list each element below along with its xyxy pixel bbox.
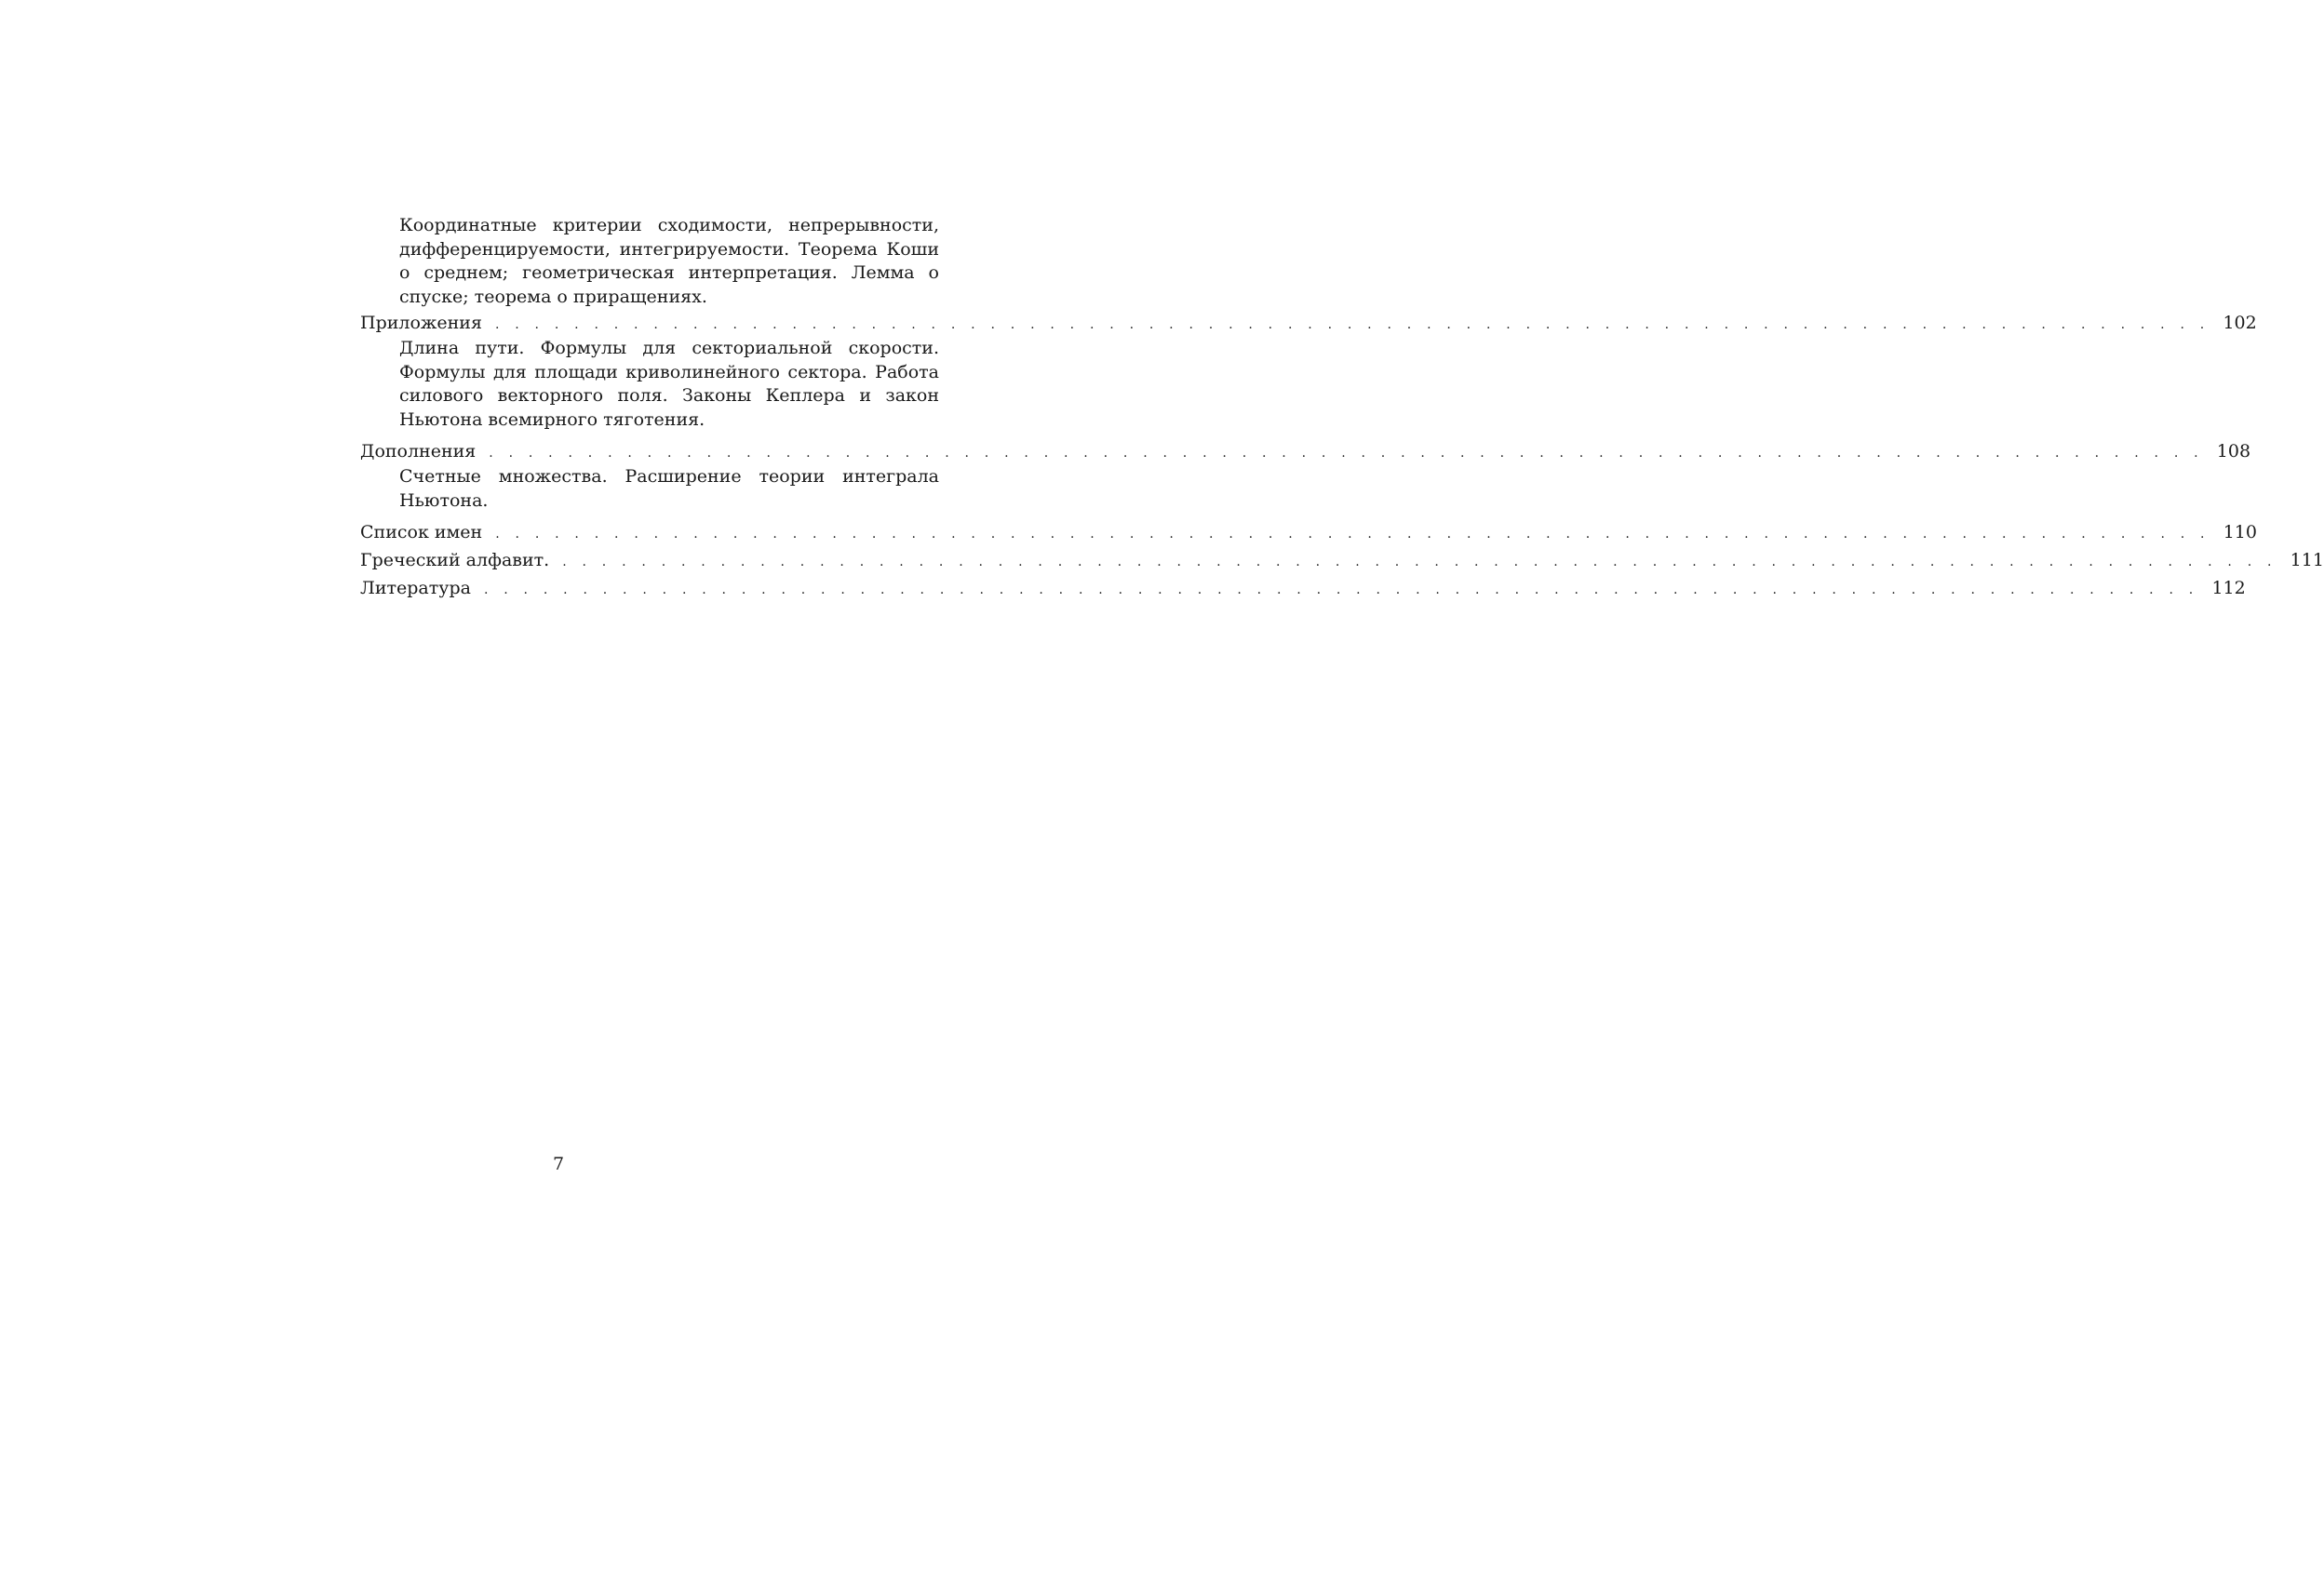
toc-entry-title: Приложения bbox=[360, 313, 482, 333]
toc-entry-title: Дополнения bbox=[360, 441, 477, 462]
toc-entry-title: Список имен bbox=[360, 522, 483, 542]
dot-leader: . . . . . . . . . . . . . . . . . . . . . . . . . . . . . . . . . . . . . . . . . . . . . . . . . . . . . . . . . . . . . . . . . . . . . . . . . . . . . . . . . . . . . . . bbox=[495, 527, 2210, 542]
page-number: 7 bbox=[552, 1154, 565, 1174]
table-of-contents bbox=[360, 214, 2324, 602]
toc-entry-greek-alphabet[interactable] bbox=[360, 546, 2324, 574]
toc-entry-page: 108 bbox=[2216, 441, 2251, 462]
toc-entry-title: Греческий алфавит. bbox=[360, 550, 550, 570]
toc-entry-literature[interactable] bbox=[360, 574, 2246, 602]
toc-description-continued: Координатные критерии сходимости, непрерывности, дифференцируемости, интегрируемости. Теорема Коши о среднем; геометрическая интерпретация. Лемма о спуске; теорема о приращениях. bbox=[399, 215, 939, 307]
dot-leader: . . . . . . . . . . . . . . . . . . . . . . . . . . . . . . . . . . . . . . . . . . . . . . . . . . . . . . . . . . . . . . . . . . . . . . . . . . . . . . . . . . . . . . . bbox=[483, 582, 2199, 597]
toc-entry-description: Длина пути. Формулы для секториальной скорости. Формулы для площади криволинейного сектора. Работа силового векторного поля. Законы Кеплера и закон Ньютона всемирного тяготения. bbox=[399, 338, 939, 430]
dot-leader: . . . . . . . . . . . . . . . . . . . . . . . . . . . . . . . . . . . . . . . . . . . . . . . . . . . . . . . . . . . . . . . . . . . . . . . . . . . . . . . . . . . . . . . bbox=[489, 446, 2204, 461]
toc-entry-page: 110 bbox=[2223, 522, 2257, 542]
toc-entry-appendices[interactable] bbox=[360, 309, 2257, 337]
toc-entry-page: 102 bbox=[2223, 313, 2257, 333]
toc-entry-page: 111 bbox=[2290, 550, 2324, 570]
toc-entry-description: Счетные множества. Расширение теории интеграла Ньютона. bbox=[399, 466, 939, 511]
dot-leader: . . . . . . . . . . . . . . . . . . . . . . . . . . . . . . . . . . . . . . . . . . . . . . . . . . . . . . . . . . . . . . . . . . . . . . . . . . . . . . . . . . . . . . . bbox=[494, 317, 2210, 332]
toc-entry-supplements[interactable] bbox=[360, 437, 2251, 465]
toc-entry-names-index[interactable] bbox=[360, 518, 2257, 546]
toc-entry-title: Литература bbox=[360, 578, 471, 598]
toc-entry-page: 112 bbox=[2211, 578, 2246, 598]
dot-leader: . . . . . . . . . . . . . . . . . . . . . . . . . . . . . . . . . . . . . . . . . . . . . . . . . . . . . . . . . . . . . . . . . . . . . . . . . . . . . . . . . . . . . . . bbox=[562, 555, 2277, 569]
